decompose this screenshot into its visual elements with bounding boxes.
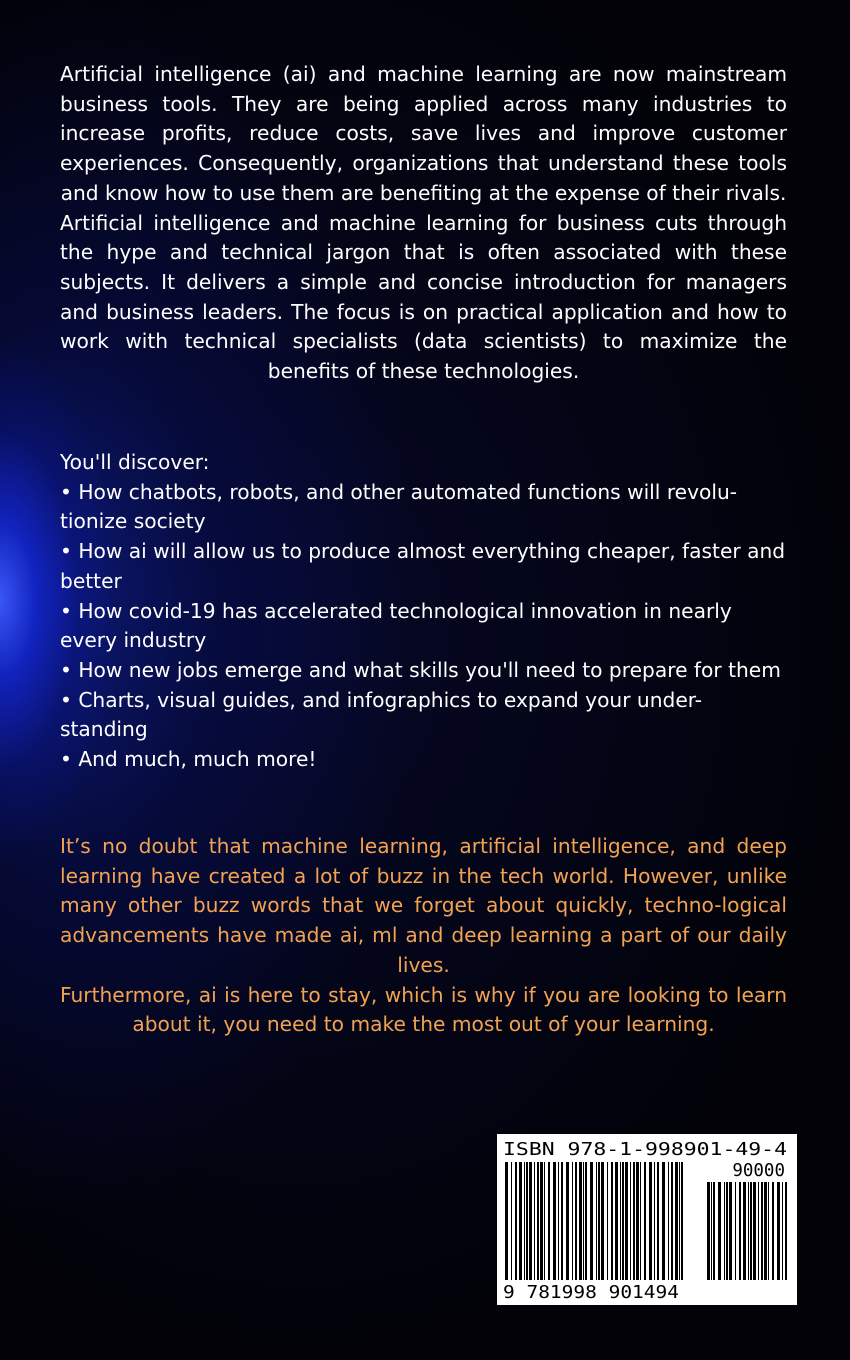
barcode-bar bbox=[620, 1162, 621, 1280]
barcode-bar bbox=[585, 1162, 587, 1280]
discover-heading: You'll discover: bbox=[60, 450, 210, 474]
barcode-bar bbox=[590, 1162, 593, 1280]
barcode-bar bbox=[671, 1162, 673, 1280]
barcode-bar bbox=[764, 1182, 767, 1280]
barcode-bar bbox=[526, 1162, 528, 1280]
barcode-bar bbox=[583, 1162, 584, 1280]
barcode-bar bbox=[630, 1162, 631, 1280]
barcode-bar bbox=[540, 1162, 543, 1280]
barcode-bar bbox=[657, 1162, 659, 1280]
barcode-bar bbox=[739, 1182, 741, 1280]
ean-bars bbox=[505, 1162, 683, 1280]
barcode-bar bbox=[524, 1162, 525, 1280]
intro-paragraph-2: Artificial intelligence and machine learning for business cuts through the hype and technical jargon that is often associated with these subjects. It delivers a simple and concise introduction for managers and business leaders. The focus is on practical application and how to work with technical specialists (data scientists) to maximize the benefits of these technologies. bbox=[60, 210, 787, 384]
closing-section bbox=[60, 832, 787, 1040]
barcode-bar bbox=[511, 1162, 512, 1280]
barcode-bar bbox=[644, 1162, 646, 1280]
barcode-bar bbox=[726, 1182, 728, 1280]
barcode-bar bbox=[711, 1182, 712, 1280]
barcode-bar bbox=[729, 1182, 732, 1280]
barcode-bar bbox=[575, 1162, 577, 1280]
barcode-bar bbox=[598, 1162, 600, 1280]
ean-digits: 9 781998 901494 bbox=[503, 1283, 679, 1303]
barcode-bar bbox=[675, 1162, 678, 1280]
barcode-bar bbox=[558, 1162, 559, 1280]
barcode-bar bbox=[579, 1162, 582, 1280]
barcode-bar bbox=[519, 1162, 522, 1280]
discover-section bbox=[60, 448, 787, 775]
barcode-bar bbox=[537, 1162, 539, 1280]
barcode-bar bbox=[515, 1162, 517, 1280]
barcode-bar bbox=[713, 1182, 715, 1280]
discover-item: • How ai will allow us to produce almost everything cheaper, faster and better bbox=[60, 539, 786, 593]
barcode-bar bbox=[679, 1162, 680, 1280]
barcode-bar bbox=[750, 1182, 752, 1280]
barcode-bar bbox=[743, 1182, 746, 1280]
intro-paragraph-1: Artificial intelligence (ai) and machine learning are now mainstream business tools. They are being applied across many industries to increase profits, reduce costs, save lives and improve customer experiences. Consequently, organizations that understand these tools and know how to use them are benefiting at the expense of their rivals. bbox=[60, 62, 787, 205]
barcode-bar bbox=[662, 1162, 665, 1280]
closing-paragraph-1: It’s no doubt that machine learning, artificial intelligence, and deep learning have created a lot of buzz in the tech world. However, unlike many other buzz words that we forget about quickly, techno-logical advancements have made ai, ml and deep learning a part of our daily lives. bbox=[60, 834, 787, 977]
barcode-bar bbox=[505, 1162, 508, 1280]
barcode-graphic bbox=[497, 1134, 797, 1305]
barcode-bar bbox=[718, 1182, 721, 1280]
barcode-bar bbox=[654, 1162, 655, 1280]
barcode-bar bbox=[607, 1162, 608, 1280]
barcode-bar bbox=[611, 1162, 613, 1280]
barcode-bar bbox=[768, 1182, 769, 1280]
barcode-bar bbox=[753, 1182, 756, 1280]
barcode-bar bbox=[758, 1182, 759, 1280]
barcode-bar bbox=[601, 1162, 604, 1280]
discover-item: • How covid-19 has accelerated technological innovation in nearly every industry bbox=[60, 598, 732, 653]
barcode-bar bbox=[748, 1182, 749, 1280]
barcode-bar bbox=[782, 1182, 783, 1280]
barcode-bar bbox=[707, 1182, 710, 1280]
barcode-bar bbox=[572, 1162, 573, 1280]
barcode-bar bbox=[640, 1162, 641, 1280]
discover-item: • How chatbots, robots, and other automated functions will revolu-tionize society bbox=[60, 479, 738, 534]
price-code: 90000 bbox=[732, 1161, 785, 1181]
closing-paragraph-2: Furthermore, ai is here to stay, which is why if you are looking to learn about it, you need to make the most out of your learning. bbox=[60, 982, 787, 1037]
barcode-bar bbox=[724, 1182, 725, 1280]
isbn-label: ISBN 978-1-998901-49-4 bbox=[503, 1140, 787, 1160]
barcode-bar bbox=[544, 1162, 545, 1280]
barcode-bar bbox=[649, 1162, 652, 1280]
barcode-bar bbox=[785, 1182, 787, 1280]
barcode-bar bbox=[566, 1162, 569, 1280]
barcode-bar bbox=[735, 1182, 736, 1280]
barcode-bar bbox=[561, 1162, 563, 1280]
barcode-bar bbox=[622, 1162, 624, 1280]
barcode-bar bbox=[596, 1162, 597, 1280]
discover-item: • How new jobs emerge and what skills you'll need to prepare for them bbox=[60, 657, 781, 682]
barcode-bar bbox=[681, 1162, 683, 1280]
barcode-bar bbox=[668, 1162, 669, 1280]
barcode-bar bbox=[777, 1182, 780, 1280]
discover-item: • And much, much more! bbox=[60, 747, 317, 772]
barcode-bar bbox=[553, 1162, 556, 1280]
barcode-bar bbox=[772, 1182, 774, 1280]
isbn-barcode bbox=[497, 1134, 797, 1305]
intro-section bbox=[60, 60, 787, 387]
barcode-bar bbox=[625, 1162, 628, 1280]
barcode-bar bbox=[761, 1182, 763, 1280]
barcode-bar bbox=[529, 1162, 532, 1280]
barcode-bar bbox=[636, 1162, 639, 1280]
barcode-bar bbox=[633, 1162, 635, 1280]
barcode-bar bbox=[534, 1162, 535, 1280]
barcode-bar bbox=[548, 1162, 550, 1280]
price-addon-bars bbox=[707, 1182, 787, 1280]
barcode-bar bbox=[615, 1162, 618, 1280]
discover-item: • Charts, visual guides, and infographics to expand your under-standing bbox=[60, 687, 703, 742]
